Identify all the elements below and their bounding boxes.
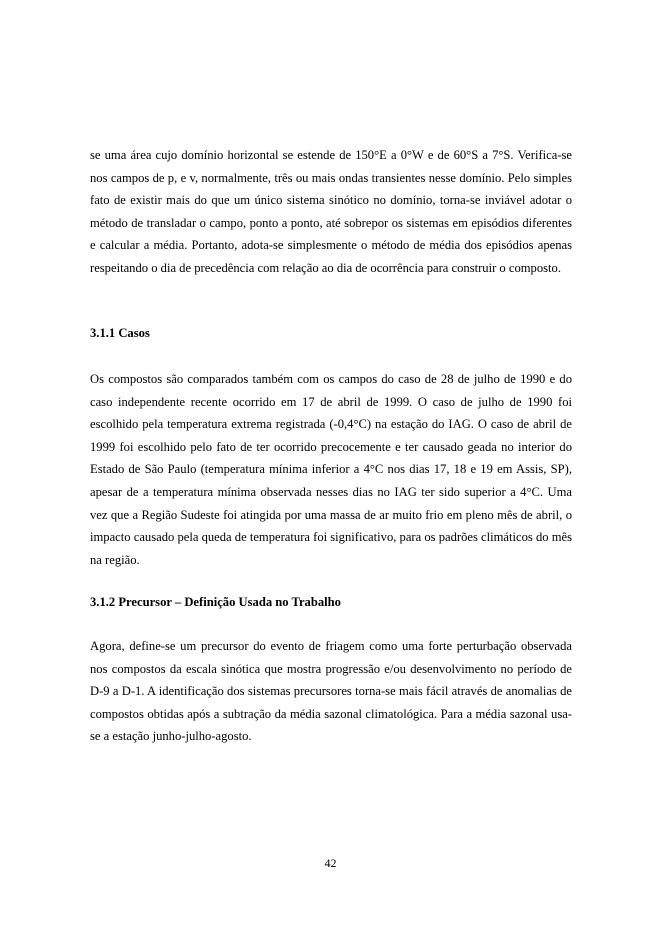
paragraph-precursor: Agora, define-se um precursor do evento de friagem como uma forte perturbação observada nos compostos da escala sinótica que mostra progressão e/ou desenvolvimento no período de D-9 a D-1. A identificação dos sistemas precursores torna-se mais fácil através de anomalias de compostos obtidas após a subtração da média sazonal climatológica. Para a média sazonal usa-se a estação junho-julho-agosto. bbox=[90, 639, 572, 744]
page-number: 42 bbox=[324, 856, 337, 870]
paragraph-domain-method: se uma área cujo domínio horizontal se estende de 150°E a 0°W e de 60°S a 7°S. Verifica-se nos campos de p, e v, normalmente, três ou mais ondas transientes nesse domínio. Pelo simples fato de existir mais do que um único sistema sinótico no domínio, torna-se inviável adotar o método de transladar o campo, ponto a ponto, até sobrepor os sistemas em episódios diferentes e calcular a média. Portanto, adota-se simplesmente o método de média dos episódios apenas respeitando o dia de precedência com relação ao dia de ocorrência para construir o composto. bbox=[90, 148, 572, 275]
section-heading-casos: 3.1.1 Casos bbox=[90, 326, 150, 340]
section-heading-precursor: 3.1.2 Precursor – Definição Usada no Trabalho bbox=[90, 595, 341, 609]
paragraph-casos: Os compostos são comparados também com os campos do caso de 28 de julho de 1990 e do caso independente recente ocorrido em 17 de abril de 1999. O caso de julho de 1990 foi escolhido pela temperatura extrema registrada (-0,4°C) na estação do IAG. O caso de abril de 1999 foi escolhido pelo fato de ter ocorrido precocemente e ter causado geada no interior do Estado de São Paulo (temperatura mínima inferior a 4°C nos dias 17, 18 e 19 em Assis, SP), apesar de a temperatura mínima observada nesses dias no IAG ter sido superior a 4°C. Uma vez que a Região Sudeste foi atingida por uma massa de ar muito frio em pleno mês de abril, o impacto causado pela queda de temperatura foi significativo, para os padrões climáticos do mês na região. bbox=[90, 372, 572, 567]
